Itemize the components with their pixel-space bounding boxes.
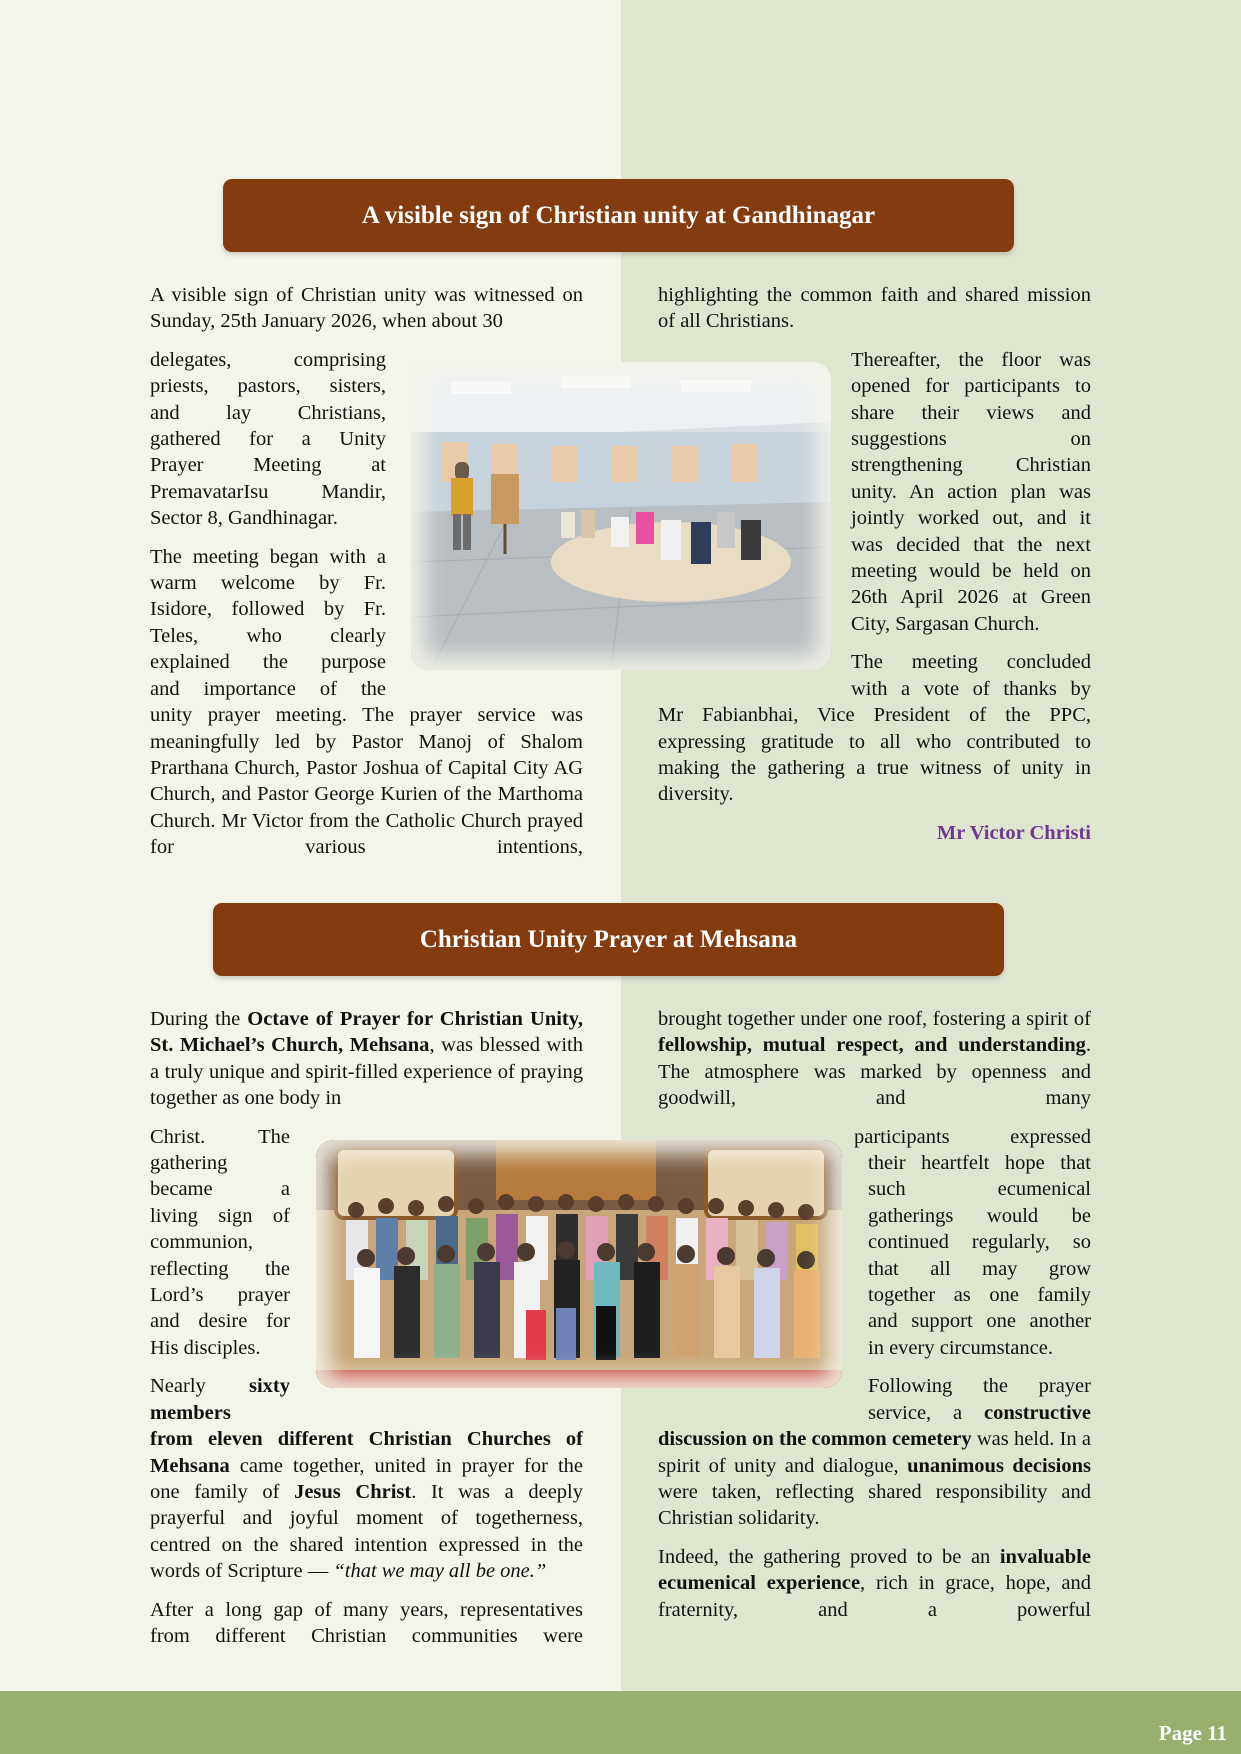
text-line: Lord’s prayer [150,1284,290,1307]
text-line: explained the purpose [150,651,386,674]
bold-run: Octave of Prayer for Christian Unity, St. Michael’s Church, Mehsana [150,1008,583,1057]
article2-title: Christian Unity Prayer at Mehsana [419,925,798,953]
text-line: participants expressed [854,1125,1091,1148]
text-line: their heartfelt hope that [868,1152,1091,1175]
text-line: priests, pastors, sisters, [150,375,386,398]
text-line: Sector 8, Gandhinagar. [150,507,338,530]
text-line: became a [150,1178,290,1201]
text-line: warm welcome by Fr. [150,572,386,595]
text-line: and desire for [150,1310,290,1333]
page-footer [0,1691,1241,1754]
text-run: service, a [868,1401,984,1424]
text-line: delegates, comprising [150,348,386,371]
text-line: and lay Christians, [150,401,386,424]
text-line: opened for participants to [851,375,1091,398]
text-run: . It was a deeply prayerful and joyful moment of togetherness, centred on the shared intention expressed in the words of Scripture — [150,1480,583,1583]
article2-title-banner [213,903,1004,976]
bold-run: from eleven different Christian Churches of Mehsana [150,1428,583,1477]
text-line: unity. An action plan was [851,480,1091,503]
article2-right-p2 [658,1426,1091,1532]
meeting-hall-photo [411,362,831,670]
text-line: in every circumstance. [868,1336,1053,1359]
text-line: gatherings would be [868,1204,1091,1227]
text-line: Prayer Meeting at [150,454,386,477]
text-line: Christ. The [150,1125,290,1148]
italic-quote: “that we may all be one.” [333,1560,547,1583]
bold-run: unanimous decisions [907,1454,1092,1477]
bold-run: invaluable ecumenical experience [658,1545,1091,1595]
text-line: The meeting began with a [150,545,386,568]
meeting-hall-illustration [411,362,831,670]
article1-left-wrap2 [150,544,386,702]
text-line: living sign of [150,1204,290,1227]
text-run: were taken, reflecting shared responsibility and Christian solidarity. [658,1480,1091,1530]
text-run: . The atmosphere was marked by openness and goodwill, and many [658,1034,1091,1110]
text-line: with a vote of thanks by [851,677,1091,700]
text-line [150,1400,290,1426]
bold-run: Jesus Christ [294,1480,412,1503]
text-line: meeting would be held on [851,560,1091,583]
text-line: suggestions on [851,428,1091,451]
text-line: and importance of the [150,677,386,700]
text-line: PremavatarIsu Mandir, [150,480,386,503]
group-photo-illustration [316,1140,842,1388]
article2-left-p3: After a long gap of many years, representatives from different Christian communities were [150,1598,583,1647]
text-line: continued regularly, so [868,1231,1091,1254]
bold-run: members [150,1401,231,1424]
article1-right-wrap2 [851,649,1091,702]
text-line [868,1400,1091,1426]
text-line: Isidore, followed by Fr. [150,598,386,621]
text-line: was decided that the next [851,533,1091,556]
text-line: and support one another [868,1310,1091,1333]
text-run: During the [150,1008,248,1030]
article1-right-lead: highlighting the common faith and shared mission of all Christians. [658,284,1091,333]
text-line: His disciples. [150,1336,261,1359]
text-line: strengthening Christian [851,454,1091,477]
text-line: The meeting concluded [851,651,1091,674]
text-line: such ecumenical [868,1178,1091,1201]
article1-right-tail: Mr Fabianbhai, Vice President of the PPC, expressing gratitude to all who contributed to making the gathering a true witness of unity in diversity. [658,704,1091,806]
article2-left-p1 [150,1006,583,1112]
text-line: together as one family [868,1284,1091,1307]
article1-title-banner [223,179,1014,252]
article2-right-wrap1 [854,1124,1091,1362]
text-line: gathered for a Unity [150,428,386,451]
article2-right-p3 [658,1544,1091,1623]
text-line: Following the prayer [868,1375,1091,1398]
article1-right-wrap1 [851,347,1091,637]
group-photo [316,1140,842,1388]
page-number: Page 11 [1158,1721,1227,1745]
bold-run: constructive [983,1401,1091,1424]
text-run: came together, united in prayer for the one family of [150,1454,583,1503]
text-run: , rich in grace, hope, and fraternity, and a powerful [658,1572,1091,1621]
text-line: share their views and [851,401,1091,424]
article2-right-p1 [658,1006,1091,1112]
text-run: brought together under one roof, fostering a spirit of [658,1008,1091,1030]
text-line: Thereafter, the floor was [851,348,1091,371]
article2-left-wrap2 [150,1373,290,1426]
author-signature: Mr Victor Christi [936,821,1091,844]
text-line: reflecting the [150,1257,290,1280]
bold-run: discussion on the common cemetery [658,1428,972,1451]
text-line [150,1373,290,1399]
text-run: Nearly [150,1375,249,1398]
text-run: Indeed, the gathering proved to be an [658,1545,1000,1568]
article2-left-p2 [150,1426,583,1584]
bold-run: sixty [249,1375,290,1398]
text-line: 26th April 2026 at Green [851,586,1091,609]
text-line: jointly worked out, and it [851,507,1091,530]
article1-left-tail: unity prayer meeting. The prayer service was meaningfully led by Pastor Manoj of Shalom Prarthana Church, Pastor Joshua of Capital City AG Church, and Pastor George Kurien of the Marthoma Church. Mr Victor from the Catholic Church prayed for various intentions, [150,704,583,859]
article2-left-wrap1 [150,1124,290,1362]
text-line: that all may grow [868,1257,1091,1280]
text-line: City, Sargasan Church. [851,612,1040,635]
text-run: , was blessed with a truly unique and spirit-filled experience of praying together as one body in [150,1034,583,1110]
text-line: gathering [150,1152,228,1175]
text-line: communion, [150,1231,254,1254]
article1-title: A visible sign of Christian unity at Gandhinagar [361,201,876,229]
article1-left-wrap1 [150,347,386,532]
bold-run: fellowship, mutual respect, and understanding [658,1034,1086,1057]
article2-right-wrap2 [868,1373,1091,1426]
text-line: Teles, who clearly [150,624,386,647]
text-run: was held. In a spirit of unity and dialogue, [658,1428,1091,1477]
article1-left-lead: A visible sign of Christian unity was witnessed on Sunday, 25th January 2026, when about 30 [150,284,583,333]
